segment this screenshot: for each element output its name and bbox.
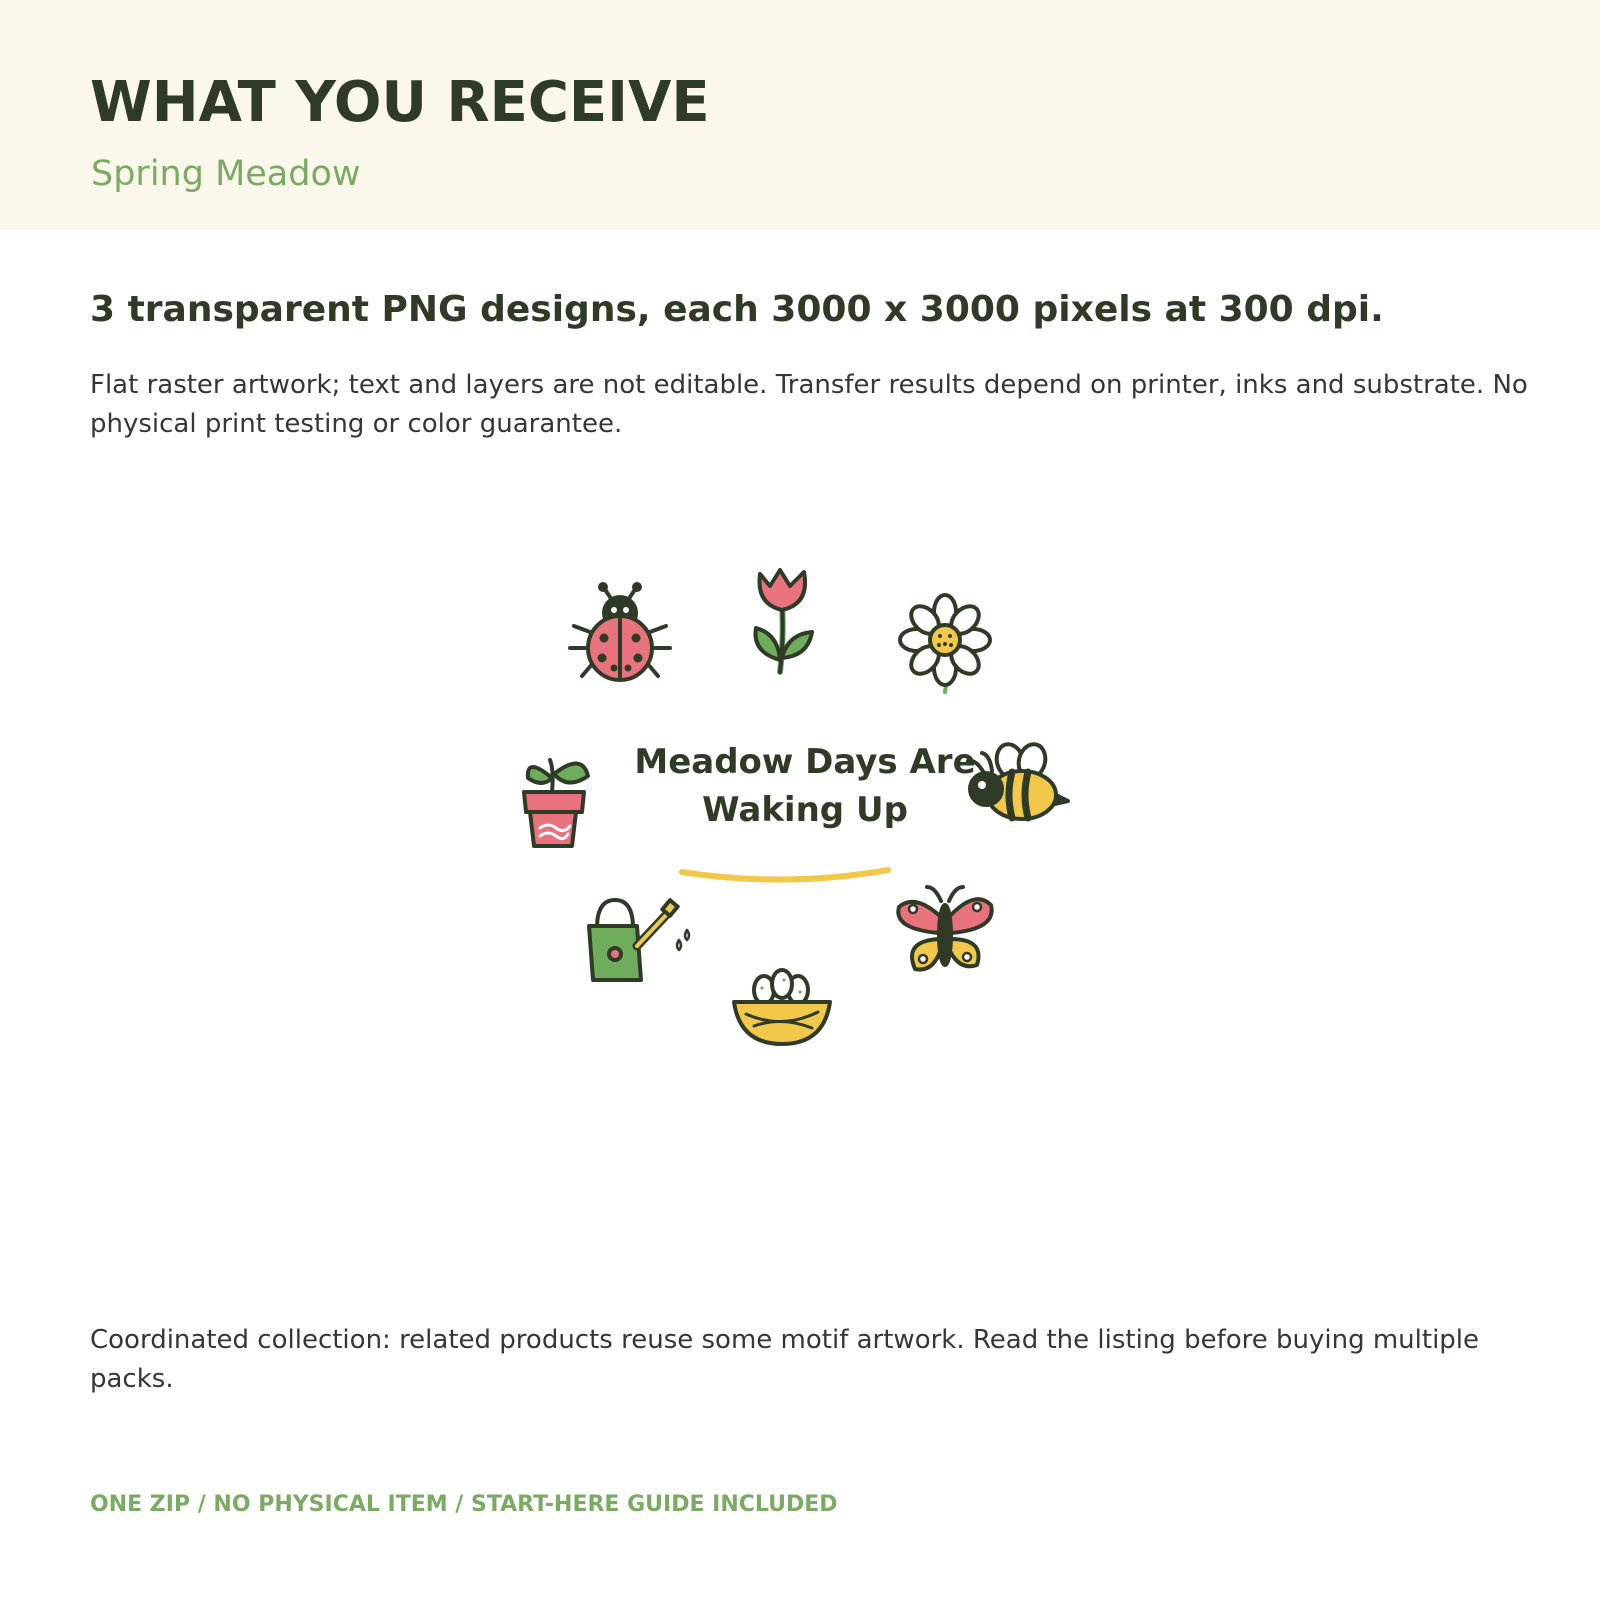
page-title: WHAT YOU RECEIVE [90,70,710,135]
butterfly-icon [898,887,991,970]
collection-subtitle: Spring Meadow [91,154,361,194]
tulip-icon [756,570,813,672]
caption-line-2: Waking Up [702,790,908,830]
watering-can-icon [589,900,689,980]
nest-icon [734,970,830,1044]
product-description: Flat raster artwork; text and layers are not editable. Transfer results depend on printer, inks and substrate. No physical print testing or color guarantee. [90,370,1528,439]
design-caption [595,738,1015,834]
seedling-pot-icon [524,760,588,846]
product-headline: 3 transparent PNG designs, each 3000 x 3000 pixels at 300 dpi. [90,289,1384,330]
daisy-icon [900,595,990,692]
collection-note: Coordinated collection: related products reuse some motif artwork. Read the listing before buying multiple packs. [90,1325,1480,1394]
delivery-footer: ONE ZIP / NO PHYSICAL ITEM / START-HERE GUIDE INCLUDED [90,1492,838,1517]
underline-swash [682,870,888,880]
caption-line-1: Meadow Days Are [634,742,976,782]
design-preview [520,530,1090,1090]
ladybug-icon [570,584,670,680]
header-band [0,0,1600,230]
